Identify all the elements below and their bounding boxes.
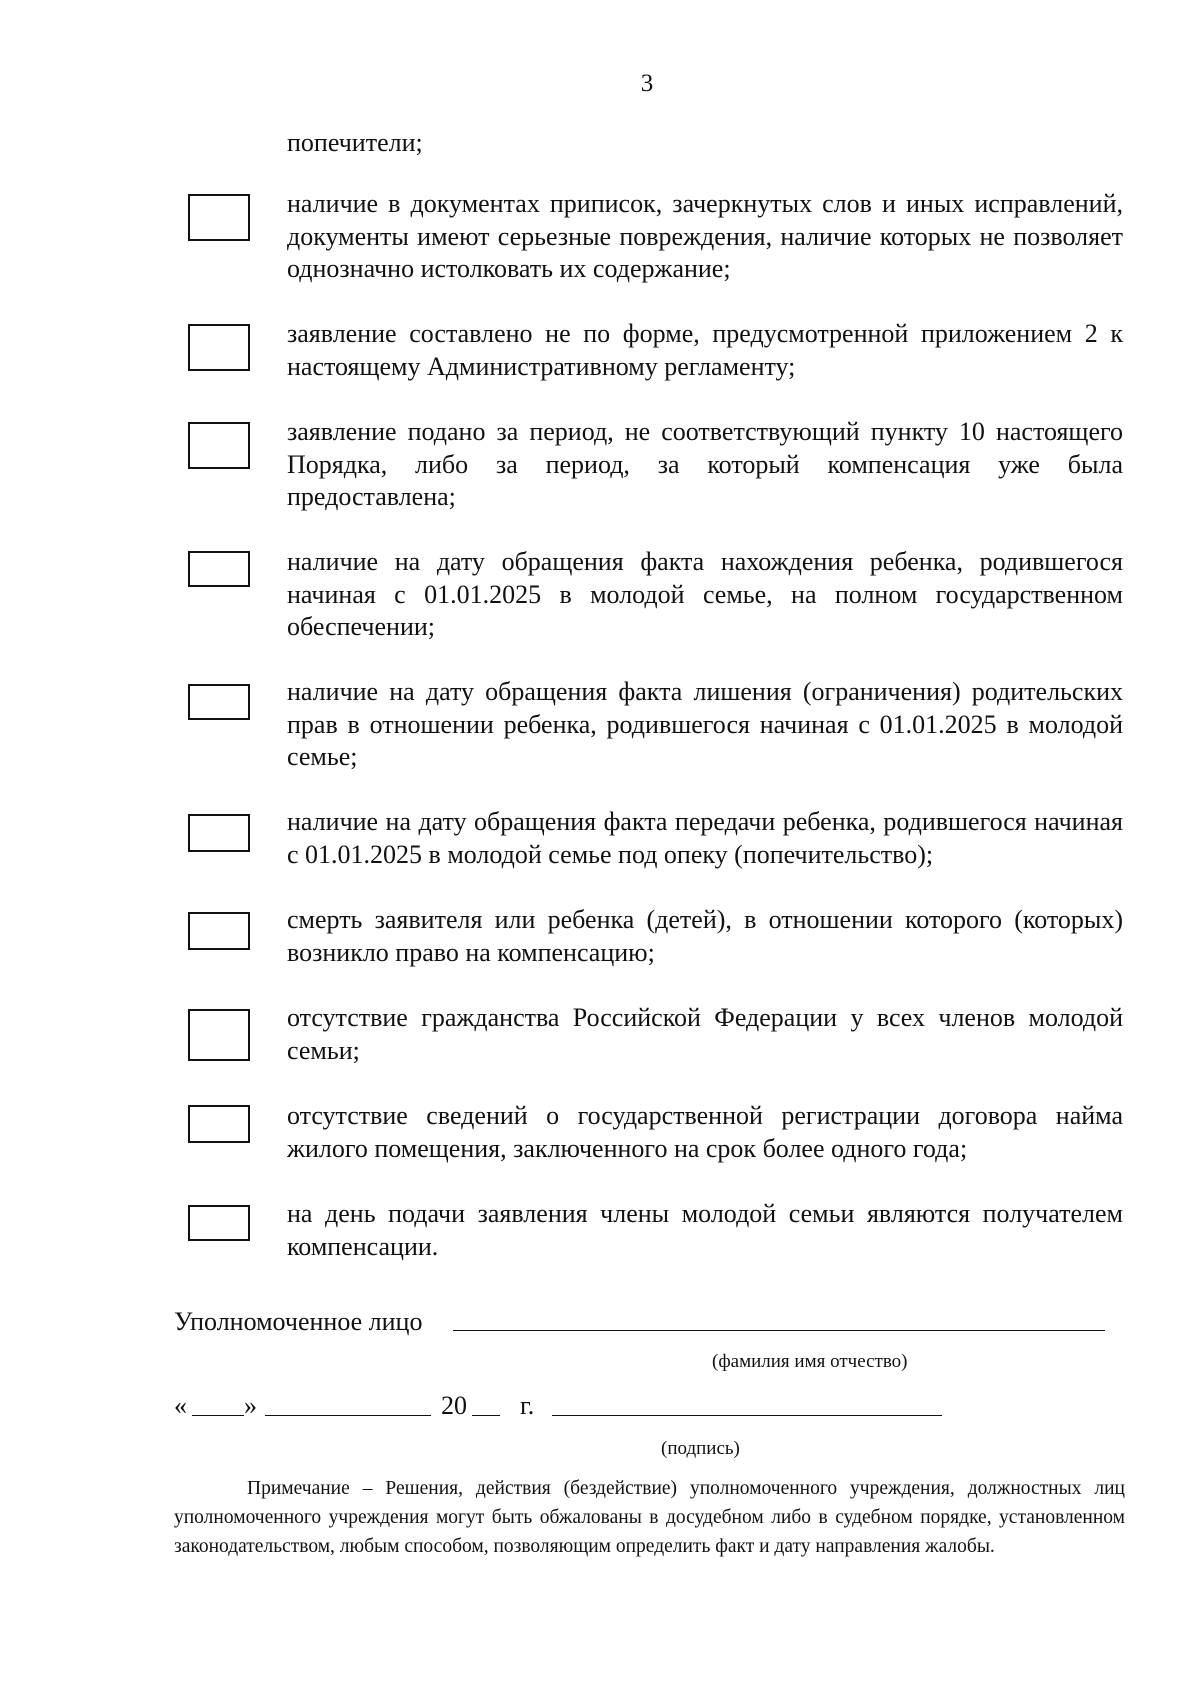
item-text: наличие в документах приписок, зачеркнутых слов и иных исправлений, документы имеют серьезные повреждения, наличие которых не позволяет однозначно истолковать их содержание;	[287, 189, 1123, 283]
page-number: 3	[640, 70, 654, 97]
item-text: наличие на дату обращения факта нахождения ребенка, родившегося начиная с 01.01.2025 в молодой семье, на полном государственном обеспечении;	[287, 547, 1123, 641]
item-text: наличие на дату обращения факта передачи ребенка, родившегося начиная с 01.01.2025 в молодой семье под опеку (попечительство);	[287, 807, 1123, 869]
authorized-person-label: Уполномоченное лицо	[174, 1307, 423, 1336]
checkbox[interactable]	[188, 194, 250, 241]
checkbox[interactable]	[188, 1009, 250, 1061]
checkbox[interactable]	[188, 814, 250, 852]
item-text: смерть заявителя или ребенка (детей), в отношении которого (которых) возникло право на компенсацию;	[287, 905, 1123, 967]
item-text: заявление подано за период, не соответствующий пункту 10 настоящего Порядка, либо за период, за который компенсация уже была предоставлена;	[287, 417, 1123, 511]
item-text: отсутствие гражданства Российской Федерации у всех членов молодой семьи;	[287, 1003, 1123, 1065]
checkbox[interactable]	[188, 1105, 250, 1143]
year-suffix: г.	[520, 1391, 535, 1420]
day-field-line[interactable]	[192, 1415, 244, 1416]
footnote: Примечание – Решения, действия (бездействие) уполномоченного учреждения, должностных лиц уполномоченного учреждения могут быть обжалованы в досудебном либо в судебном порядке, установленном законодательством, любым способом, позволяющим определить факт и дату направления жалобы.	[174, 1478, 1125, 1557]
checkbox[interactable]	[188, 551, 250, 587]
signature-caption: (подпись)	[661, 1438, 740, 1459]
item-text: наличие на дату обращения факта лишения (ограничения) родительских прав в отношении ребенка, родившегося начиная с 01.01.2025 в молодой семье;	[287, 677, 1123, 771]
item-text: на день подачи заявления члены молодой семьи являются получателем компенсации.	[287, 1199, 1123, 1261]
continuation-text: попечители;	[287, 128, 423, 157]
checkbox[interactable]	[188, 912, 250, 950]
name-field-line[interactable]	[453, 1330, 1105, 1331]
checkbox[interactable]	[188, 324, 250, 371]
year-field-line[interactable]	[472, 1415, 500, 1416]
year-prefix: 20	[441, 1391, 467, 1420]
quote-close: »	[244, 1391, 257, 1420]
checkbox[interactable]	[188, 1205, 250, 1241]
name-caption: (фамилия имя отчество)	[712, 1351, 908, 1372]
item-text: заявление составлено не по форме, предусмотренной приложением 2 к настоящему Административному регламенту;	[287, 319, 1123, 381]
signature-field-line[interactable]	[552, 1415, 942, 1416]
checkbox[interactable]	[188, 684, 250, 720]
checkbox[interactable]	[188, 422, 250, 469]
item-text: отсутствие сведений о государственной регистрации договора найма жилого помещения, заключенного на срок более одного года;	[287, 1101, 1123, 1163]
month-field-line[interactable]	[265, 1415, 431, 1416]
quote-open: «	[174, 1391, 187, 1420]
